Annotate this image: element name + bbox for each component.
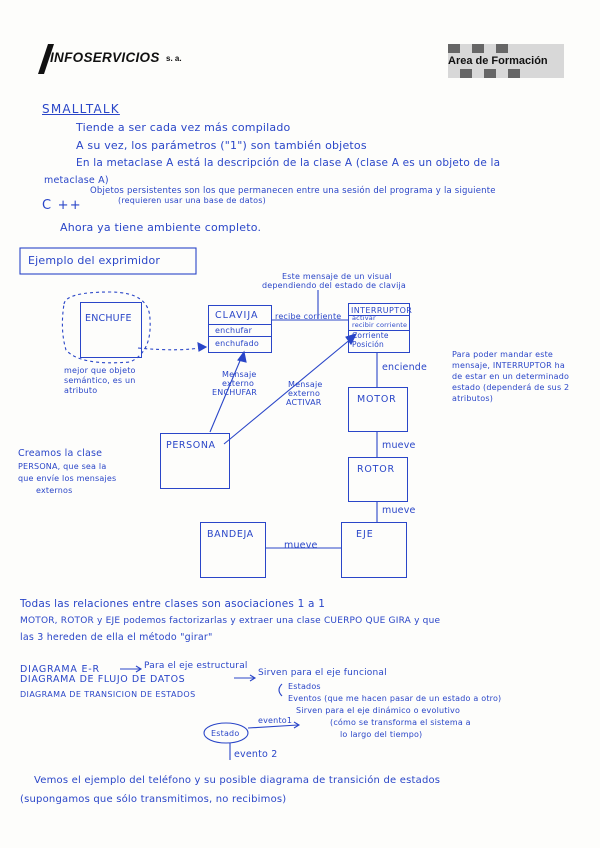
relations-line-2: MOTOR, ROTOR y EJE podemos factorizarlas y extraer una clase CUERPO QUE GIRA y que [20,616,441,626]
motor-box [348,387,408,432]
clavija-box [208,305,272,353]
smalltalk-line-5: Objetos persistentes son los que permanecen entre una sesión del programa y la siguiente [90,186,496,196]
interruptor-label: INTERRUPTOR [351,306,413,315]
clavija-attr-enchufar: enchufar [215,326,253,335]
enciende-label: enciende [382,362,428,373]
tiempo-label: lo largo del tiempo) [340,730,423,739]
mueve-bandeja-eje: mueve [284,540,318,551]
clavija-label: CLAVIJA [215,310,259,321]
right-note-5: atributos) [452,394,494,403]
motor-label: MOTOR [357,394,397,405]
msg-enchufar-1: Mensaje [222,370,257,379]
smalltalk-line-4: metaclase A) [44,175,109,186]
diagrama-er-desc: Para el eje estructural [144,661,248,671]
enchufe-note-2: semántico, es un [64,376,136,385]
diagrama-flujo: DIAGRAMA DE FLUJO DE DATOS [20,674,186,685]
eje-box [341,522,407,578]
smalltalk-line-3: En la metaclase A está la descripción de la clase A (clase A es un objeto de la [76,157,501,169]
enchufe-note-1: mejor que objeto [64,366,136,375]
left-note-3: que envíe los mensajes [18,474,117,483]
diagrama-flujo-desc: Sirven para el eje funcional [258,668,387,678]
msg-activar-2: externo [288,389,321,398]
msg-activar-1: Mensaje [288,380,323,389]
recibe-corriente-label: recibe corriente [275,312,342,321]
interruptor-attr-activar: activar [352,314,376,322]
enchufe-note-3: atributo [64,386,98,395]
mueve-motor-rotor: mueve [382,440,416,451]
relations-line-3: las 3 hereden de ella el método "girar" [20,632,213,643]
persona-box [160,433,230,489]
interruptor-attr-corriente: Corriente [352,331,389,340]
relations-line-1: Todas las relaciones entre clases son asociaciones 1 a 1 [20,598,326,610]
footer-line-2: (supongamos que sólo transmitimos, no recibimos) [20,794,287,805]
enchufe-box [80,302,142,358]
estados-label: Estados [288,682,321,691]
mueve-rotor-eje: mueve [382,505,416,516]
infoservicios-suffix: s. a. [166,54,182,63]
right-note-3: de estar en un determinado [452,372,570,381]
msg-activar-3: ACTIVAR [286,398,322,407]
bandeja-box [200,522,266,578]
right-note-1: Para poder mandar este [452,350,554,359]
infoservicios-name: INFOSERVICIOS [50,50,160,65]
footer-line-1: Vemos el ejemplo del teléfono y su posible diagrama de transición de estados [34,775,441,786]
left-note-1: Creamos la clase [18,448,103,459]
left-note-4: externos [36,486,73,495]
bandeja-label: BANDEJA [207,529,254,540]
interruptor-box [348,303,413,353]
como-label: (cómo se transforma el sistema a [330,718,471,727]
top-note-1: Este mensaje de un visual [282,272,392,281]
right-note-2: mensaje, INTERRUPTOR ha [452,361,566,370]
smalltalk-title: SMALLTALK [42,102,120,116]
top-note-2: dependiendo del estado de clavija [262,281,407,290]
smalltalk-line-6: (requieren usar una base de datos) [118,196,266,205]
rotor-box [348,457,408,502]
clavija-attr-enchufado: enchufado [215,339,260,348]
cpp-title: C ++ [42,198,82,213]
smalltalk-line-1: Tiende a ser cada vez más compilado [76,121,291,134]
cpp-line: Ahora ya tiene ambiente completo. [60,221,262,234]
diagrama-trans: DIAGRAMA DE TRANSICION DE ESTADOS [20,690,196,699]
right-note-4: estado (dependerá de sus 2 [452,383,570,392]
smalltalk-line-2: A su vez, los parámetros ("1") son también objetos [76,139,367,152]
interruptor-attr-recibir: recibir corriente [352,321,408,329]
rotor-label: ROTOR [357,464,395,475]
eje-label: EJE [356,529,374,540]
example-title: Ejemplo del exprimidor [28,254,161,267]
diagrama-er: DIAGRAMA E-R [20,664,100,675]
enchufe-label: ENCHUFE [85,313,132,324]
evento1-label: evento1 [258,716,293,725]
area-formacion-text: Area de Formación [448,55,548,67]
left-note-2: PERSONA, que sea la [18,462,107,471]
evento2-label: evento 2 [234,749,278,760]
persona-label: PERSONA [166,440,216,451]
msg-enchufar-3: ENCHUFAR [212,388,257,397]
sirven-label: Sirven para el eje dinámico o evolutivo [296,706,461,715]
msg-enchufar-2: externo [222,379,255,388]
interruptor-attr-posicion: Posición [352,340,384,349]
eventos-label: Eventos (que me hacen pasar de un estado a otro) [288,694,502,703]
estado-label: Estado [211,729,240,738]
